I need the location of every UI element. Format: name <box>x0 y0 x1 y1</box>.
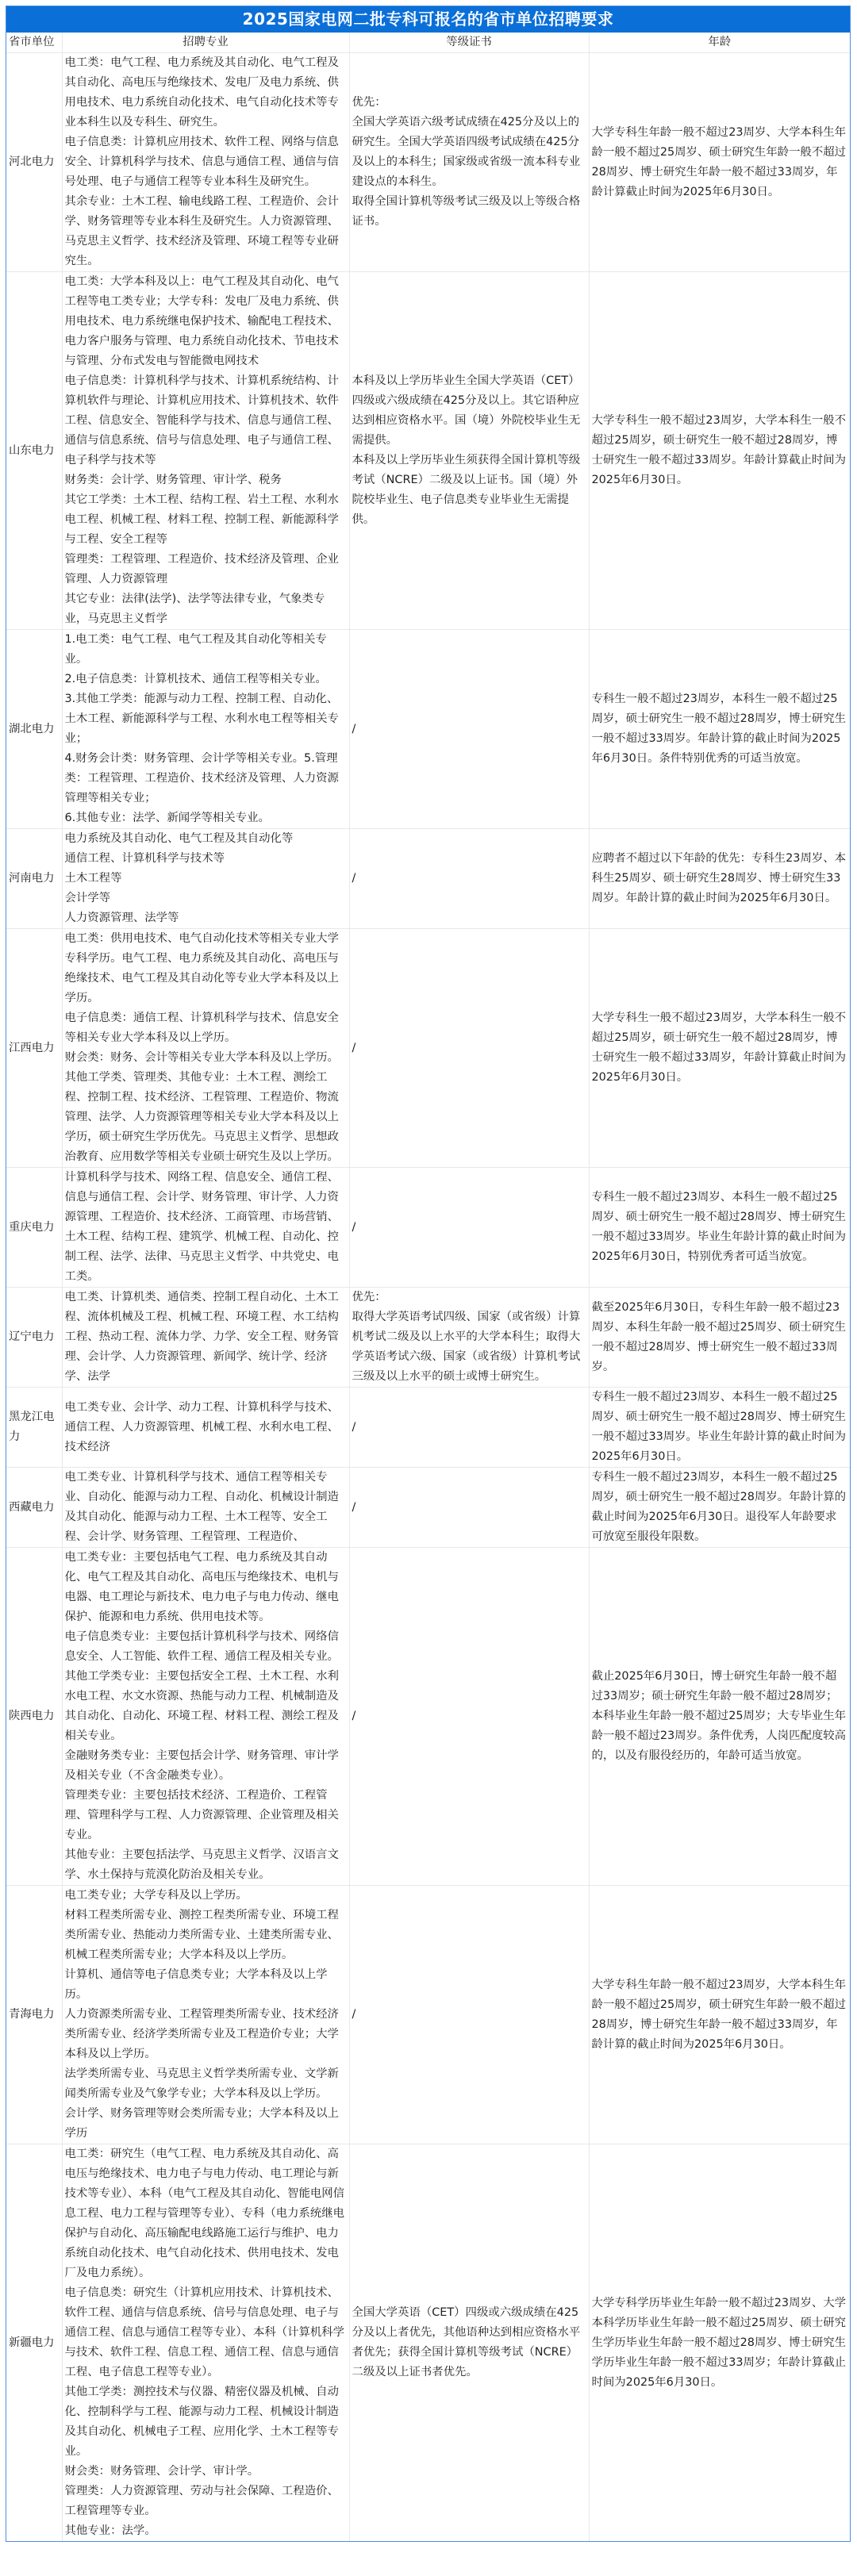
major-paragraph: 其他工学类、管理类、其他专业：土木工程、测绘工程、控制工程、技术经济、工程管理、工程造价、物流管理、法学、人力资源管理等相关专业大学本科及以上学历，硕士研究生学历优先。马克思主义哲学、思想政治教育、应用数学等相关专业硕士研究生及以上学历。 <box>64 1071 339 1163</box>
header-certificate: 等级证书 <box>349 33 589 53</box>
age-cell: 大学专科生年龄一般不超过23周岁，大学本科生年龄一般不超过25周岁，硕士研究生年龄一般不超过28周岁，博士研究生年龄一般不超过33周岁，年龄计算的截止时间为2025年6月30日。 <box>589 1886 850 2144</box>
majors-cell <box>62 53 349 272</box>
major-paragraph: 通信工程、计算机科学与技术等 <box>64 852 225 865</box>
province-cell: 陕西电力 <box>6 1548 62 1886</box>
table-row <box>6 1468 850 1548</box>
certificate-cell <box>349 53 589 272</box>
majors-cell <box>62 2144 349 2542</box>
table-row <box>6 1548 850 1886</box>
majors-cell <box>62 1468 349 1548</box>
age-cell: 专科生一般不超过23周岁、本科生一般不超过25周岁、硕士研究生一般不超过28周岁、博士研究生一般不超过33周岁。毕业生年龄计算的截止时间为2025年6月30日，特别优秀者可适当放宽。 <box>589 1168 850 1288</box>
table-row <box>6 1288 850 1388</box>
age-cell: 专科生一般不超过23周岁，本科生一般不超过25周岁，硕士研究生一般不超过28周岁。年龄计算的截止时间为2025年6月30日。退役军人年龄要求可放宽至服役年限数。 <box>589 1468 850 1548</box>
table-row <box>6 630 850 829</box>
recruitment-table-container <box>6 6 851 2542</box>
certificate-cell <box>349 630 589 829</box>
major-paragraph: 财会类：财务、会计等相关专业大学本科及以上学历。 <box>64 1051 339 1064</box>
major-paragraph: 电子信息类：研究生（计算机应用技术、计算机技术、软件工程、通信与信息系统、信号与信息处理、电子与通信工程、信息与通信工程等专业）、本科（计算机科学与技术、软件工程、信息工程、通信工程、信息与通信工程、电子信息工程等专业）。 <box>64 2286 345 2378</box>
certificate-paragraph: / <box>352 1500 356 1514</box>
major-paragraph: 4.财务会计类：财务管理、会计学等相关专业。5.管理类：工程管理、工程造价、技术经济及管理、人力资源管理等相关专业； <box>64 752 339 804</box>
certificate-cell <box>349 829 589 929</box>
certificate-paragraph: / <box>352 1220 356 1234</box>
major-paragraph: 其余专业：土木工程、输电线路工程、工程造价、会计学、财务管理等专业本科生及研究生。人力资源管理、马克思主义哲学、技术经济及管理、环境工程等专业研究生。 <box>64 195 339 267</box>
age-cell: 专科生一般不超过23周岁，本科生一般不超过25周岁，硕士研究生一般不超过28周岁，博士研究生一般不超过33周岁。年龄计算的截止时间为2025年6月30日。条件特别优秀的可适当放宽。 <box>589 630 850 829</box>
major-paragraph: 管理类：人力资源管理、劳动与社会保障、工程造价、工程管理等专业。 <box>64 2485 339 2517</box>
certificate-cell <box>349 1168 589 1288</box>
certificate-paragraph: / <box>352 1041 356 1054</box>
major-paragraph: 2.电子信息类：计算机技术、通信工程等相关专业。 <box>64 673 327 685</box>
table-row <box>6 829 850 929</box>
major-paragraph: 管理类：工程管理、工程造价、技术经济及管理、企业管理、人力资源管理 <box>64 553 339 585</box>
table-row <box>6 1388 850 1468</box>
certificate-paragraph: 全国大学英语六级考试成绩在425分及以上的研究生。全国大学英语四级考试成绩在425分及以上的本科生；国家级或省级一流本科专业建设点的本科生。 <box>352 116 581 188</box>
header-row <box>6 33 850 53</box>
major-paragraph: 土木工程等 <box>64 872 122 885</box>
table-row <box>6 929 850 1168</box>
age-cell: 截至2025年6月30日，专科生年龄一般不超过23周岁、本科生年龄一般不超过25周岁、硕士研究生一般不超过28周岁、博士研究生一般不超过33周岁。 <box>589 1288 850 1388</box>
majors-cell <box>62 829 349 929</box>
majors-cell <box>62 1886 349 2144</box>
province-cell: 江西电力 <box>6 929 62 1168</box>
age-cell: 大学专科生年龄一般不超过23周岁、大学本科生年龄一般不超过25周岁、硕士研究生年龄一般不超过28周岁、博士研究生年龄一般不超过33周岁，年龄计算截止时间为2025年6月30日。 <box>589 53 850 272</box>
table-row <box>6 2144 850 2542</box>
header-age: 年龄 <box>589 33 850 53</box>
major-paragraph: 其它工学类：土木工程、结构工程、岩土工程、水利水电工程、机械工程、材料工程、控制工程、新能源科学与工程、安全工程等 <box>64 493 339 546</box>
major-paragraph: 电力系统及其自动化、电气工程及其自动化等 <box>64 832 294 845</box>
certificate-paragraph: / <box>352 2008 356 2021</box>
recruitment-table <box>6 33 850 2541</box>
major-paragraph: 电子信息类：通信工程、计算机科学与技术、信息安全等相关专业大学本科及以上学历。 <box>64 1012 339 1044</box>
major-paragraph: 电工类专业；大学专科及以上学历。 <box>64 1889 248 1902</box>
majors-cell <box>62 1288 349 1388</box>
majors-cell <box>62 1168 349 1288</box>
province-cell: 西藏电力 <box>6 1468 62 1548</box>
major-paragraph: 电工类：大学本科及以上：电气工程及其自动化、电气工程等电工类专业；大学专科：发电厂及电力系统、供用电技术、电力系统继电保护技术、输配电工程技术、电力客户服务与管理、电力系统自动化技术、节电技术与管理、分布式发电与智能微电网技术 <box>64 275 339 367</box>
certificate-paragraph: 优先： <box>352 96 386 109</box>
province-cell: 新疆电力 <box>6 2144 62 2542</box>
majors-cell <box>62 929 349 1168</box>
major-paragraph: 其他专业：法学。 <box>64 2524 156 2537</box>
age-cell: 专科生一般不超过23周岁、本科生一般不超过25周岁、硕士研究生一般不超过28周岁、博士研究生一般不超过33周岁。毕业生年龄计算的截止时间为2025年6月30日。 <box>589 1388 850 1468</box>
certificate-cell <box>349 1548 589 1886</box>
table-title: 2025国家电网二批专科可报名的省市单位招聘要求 <box>6 6 850 33</box>
major-paragraph: 财会类：财务管理、会计学、审计学。 <box>64 2465 259 2478</box>
major-paragraph: 电工类：电气工程、电力系统及其自动化、电气工程及其自动化、高电压与绝缘技术、发电厂及电力系统、供用电技术、电力系统自动化技术、电气自动化技术等专业本科生以及专科生、研究生。 <box>64 56 339 129</box>
table-row <box>6 53 850 272</box>
major-paragraph: 其他工学类专业：主要包括安全工程、土木工程、水利水电工程、水文水资源、热能与动力工程、机械制造及其自动化、自动化、环境工程、材料工程、测绘工程及相关专业。 <box>64 1670 339 1742</box>
major-paragraph: 电子信息类：计算机科学与技术、计算机系统结构、计算机软件与理论、计算机应用技术、计算机技术、软件工程、信息安全、智能科学与技术、信息与通信工程、通信与信息系统、信号与信息处理、电子与通信工程、电子科学与技术等 <box>64 374 339 466</box>
certificate-cell <box>349 929 589 1168</box>
major-paragraph: 金融财务类专业：主要包括会计学、财务管理、审计学及相关专业（不含金融类专业）。 <box>64 1749 339 1782</box>
major-paragraph: 电工类专业、会计学、动力工程、计算机科学与技术、通信工程、人力资源管理、机械工程、水利水电工程、技术经济 <box>64 1400 339 1453</box>
age-cell: 应聘者不超过以下年龄的优先：专科生23周岁、本科生25周岁、硕士研究生28周岁、博士研究生33周岁。年龄计算的截止时间为2025年6月30日。 <box>589 829 850 929</box>
province-cell: 黑龙江电力 <box>6 1388 62 1468</box>
major-paragraph: 其他工学类：测控技术与仪器、精密仪器及机械、自动化、控制科学与工程、能源与动力工程、机械设计制造及其自动化、机械电子工程、应用化学、土木工程等专业。 <box>64 2386 339 2458</box>
major-paragraph: 电工类、计算机类、通信类、控制工程自动化、土木工程、流体机械及工程、机械工程、环境工程、水工结构工程、热动工程、流体力学、力学、安全工程、财务管理、会计学、人力资源管理、新闻学、统计学、经济学、法学 <box>64 1291 339 1383</box>
majors-cell <box>62 1548 349 1886</box>
major-paragraph: 其他专业：主要包括法学、马克思主义哲学、汉语言文学、水土保持与荒漠化防治及相关专业。 <box>64 1849 339 1881</box>
province-cell: 河北电力 <box>6 53 62 272</box>
table-body <box>6 53 850 2542</box>
certificate-paragraph: / <box>352 1710 356 1722</box>
certificate-paragraph: 本科及以上学历毕业生须获得全国计算机等级考试（NCRE）二级及以上证书。国（境）外院校毕业生、电子信息类专业毕业生无需提供。 <box>352 454 581 526</box>
certificate-cell <box>349 1388 589 1468</box>
major-paragraph: 人力资源管理、法学等 <box>64 912 179 924</box>
certificate-cell <box>349 1288 589 1388</box>
major-paragraph: 会计学、财务管理等财会类所需专业；大学本科及以上学历 <box>64 2107 339 2140</box>
table-row <box>6 272 850 630</box>
major-paragraph: 法学类所需专业、马克思主义哲学类所需专业、文学新闻类所需专业及气象学专业；大学本科及以上学历。 <box>64 2067 339 2100</box>
province-cell: 河南电力 <box>6 829 62 929</box>
certificate-cell <box>349 1468 589 1548</box>
major-paragraph: 会计学等 <box>64 892 111 904</box>
province-cell: 青海电力 <box>6 1886 62 2144</box>
header-majors: 招聘专业 <box>62 33 349 53</box>
age-cell: 大学专科学历毕业生年龄一般不超过23周岁、大学本科学历毕业生年龄一般不超过25周岁、硕士研究生学历毕业生年龄一般不超过28周岁、博士研究生学历毕业生年龄一般不超过33周岁；年龄计算截止时间为2025年6月30日。 <box>589 2144 850 2542</box>
major-paragraph: 其它专业：法律(法学)、法学等法律专业，气象类专业，马克思主义哲学 <box>64 593 325 625</box>
major-paragraph: 电工类专业、计算机科学与技术、通信工程等相关专业、自动化、能源与动力工程、自动化、机械设计制造及其自动化、能源与动力工程、土木工程等、安全工程、会计学、财务管理、工程管理、工程造价、 <box>64 1471 339 1543</box>
major-paragraph: 电工类专业：主要包括电气工程、电力系统及其自动化、电气工程及其自动化、高电压与绝缘技术、电机与电器、电工理论与新技术、电力电子与电力传动、继电保护、能源和电力系统、供用电技术等。 <box>64 1551 339 1623</box>
province-cell: 湖北电力 <box>6 630 62 829</box>
certificate-cell <box>349 272 589 630</box>
major-paragraph: 电工类：供用电技术、电气自动化技术等相关专业大学专科学历。电气工程、电力系统及其自动化、高电压与绝缘技术、电气工程及其自动化等专业大学本科及以上学历。 <box>64 932 339 1004</box>
age-cell: 截止2025年6月30日，博士研究生年龄一般不超过33周岁；硕士研究生年龄一般不超过28周岁；本科毕业生年龄一般不超过25周岁；大专毕业生年龄一般不超过23周岁。条件优秀，人岗匹配度较高的，以及有服役经历的，年龄可适当放宽。 <box>589 1548 850 1886</box>
major-paragraph: 材料工程类所需专业、测控工程类所需专业、环境工程类所需专业、热能动力类所需专业、土建类所需专业、机械工程类所需专业；大学本科及以上学历。 <box>64 1909 339 1961</box>
certificate-paragraph: / <box>352 722 356 735</box>
majors-cell <box>62 272 349 630</box>
header-province: 省市单位 <box>6 33 62 53</box>
age-cell: 大学专科生一般不超过23周岁，大学本科生一般不超过25周岁，硕士研究生一般不超过28周岁，博士研究生一般不超过33周岁，年龄计算截止时间为2025年6月30日。 <box>589 929 850 1168</box>
certificate-paragraph: 全国大学英语（CET）四级或六级成绩在425分及以上者优先，其他语种达到相应资格水平者优先；获得全国计算机等级考试（NCRE）二级及以上证书者优先。 <box>352 2306 581 2378</box>
majors-cell <box>62 630 349 829</box>
majors-cell <box>62 1388 349 1468</box>
major-paragraph: 电子信息类专业：主要包括计算机科学与技术、网络信息安全、人工智能、软件工程、通信工程及相关专业。 <box>64 1630 339 1663</box>
major-paragraph: 财务类：会计学、财务管理、审计学、税务 <box>64 474 282 486</box>
age-cell: 大学专科生一般不超过23周岁，大学本科生一般不超过25周岁，硕士研究生一般不超过28周岁，博士研究生一般不超过33周岁。年龄计算截止时间为2025年6月30日。 <box>589 272 850 630</box>
major-paragraph: 1.电工类：电气工程、电气工程及其自动化等相关专业。 <box>64 633 327 666</box>
major-paragraph: 6.其他专业：法学、新闻学等相关专业。 <box>64 812 270 824</box>
province-cell: 辽宁电力 <box>6 1288 62 1388</box>
major-paragraph: 计算机科学与技术、网络工程、信息安全、通信工程、信息与通信工程、会计学、财务管理、审计学、人力资源管理、工程造价、技术经济、工商管理、市场营销、土木工程、结构工程、建筑学、机械工程、自动化、控制工程、法学、法律、马克思主义哲学、中共党史、电工类。 <box>64 1171 339 1283</box>
certificate-paragraph: / <box>352 1420 356 1434</box>
major-paragraph: 3.其他工学类：能源与动力工程、控制工程、自动化、土木工程、新能源科学与工程、水利水电工程等相关专业； <box>64 693 339 745</box>
major-paragraph: 电子信息类：计算机应用技术、软件工程、网络与信息安全、计算机科学与技术、信息与通信工程、通信与信号处理、电子与通信工程等专业本科生及研究生。 <box>64 136 339 188</box>
major-paragraph: 计算机、通信等电子信息类专业；大学本科及以上学历。 <box>64 1968 328 2001</box>
province-cell: 重庆电力 <box>6 1168 62 1288</box>
certificate-paragraph: 取得大学英语考试四级、国家（或省级）计算机考试二级及以上水平的大学本科生；取得大学英语考试六级、国家（或省级）计算机考试三级及以上水平的硕士或博士研究生。 <box>352 1311 581 1383</box>
certificate-paragraph: / <box>352 872 356 885</box>
major-paragraph: 管理类专业：主要包括技术经济、工程造价、工程管理、管理科学与工程、人力资源管理、企业管理及相关专业。 <box>64 1789 339 1841</box>
table-row <box>6 1886 850 2144</box>
certificate-paragraph: 取得全国计算机等级考试三级及以上等级合格证书。 <box>352 195 581 228</box>
certificate-cell <box>349 2144 589 2542</box>
certificate-paragraph: 本科及以上学历毕业生全国大学英语（CET）四级或六级成绩在425分及以上。其它语种应达到相应资格水平。国（境）外院校毕业生无需提供。 <box>352 374 581 447</box>
major-paragraph: 人力资源类所需专业、工程管理类所需专业、技术经济类所需专业、经济学类所需专业及工程造价专业；大学本科及以上学历。 <box>64 2008 339 2060</box>
certificate-cell <box>349 1886 589 2144</box>
province-cell: 山东电力 <box>6 272 62 630</box>
table-row <box>6 1168 850 1288</box>
certificate-paragraph: 优先： <box>352 1291 386 1303</box>
major-paragraph: 电工类：研究生（电气工程、电力系统及其自动化、高电压与绝缘技术、电力电子与电力传动、电工理论与新技术等专业）、本科（电气工程及其自动化、智能电网信息工程、电力工程与管理等专业）、专科（电力系统继电保护与自动化、高压输配电线路施工运行与维护、电力系统自动化技术、电气自动化技术、供用电技术、发电厂及电力系统）。 <box>64 2148 345 2279</box>
